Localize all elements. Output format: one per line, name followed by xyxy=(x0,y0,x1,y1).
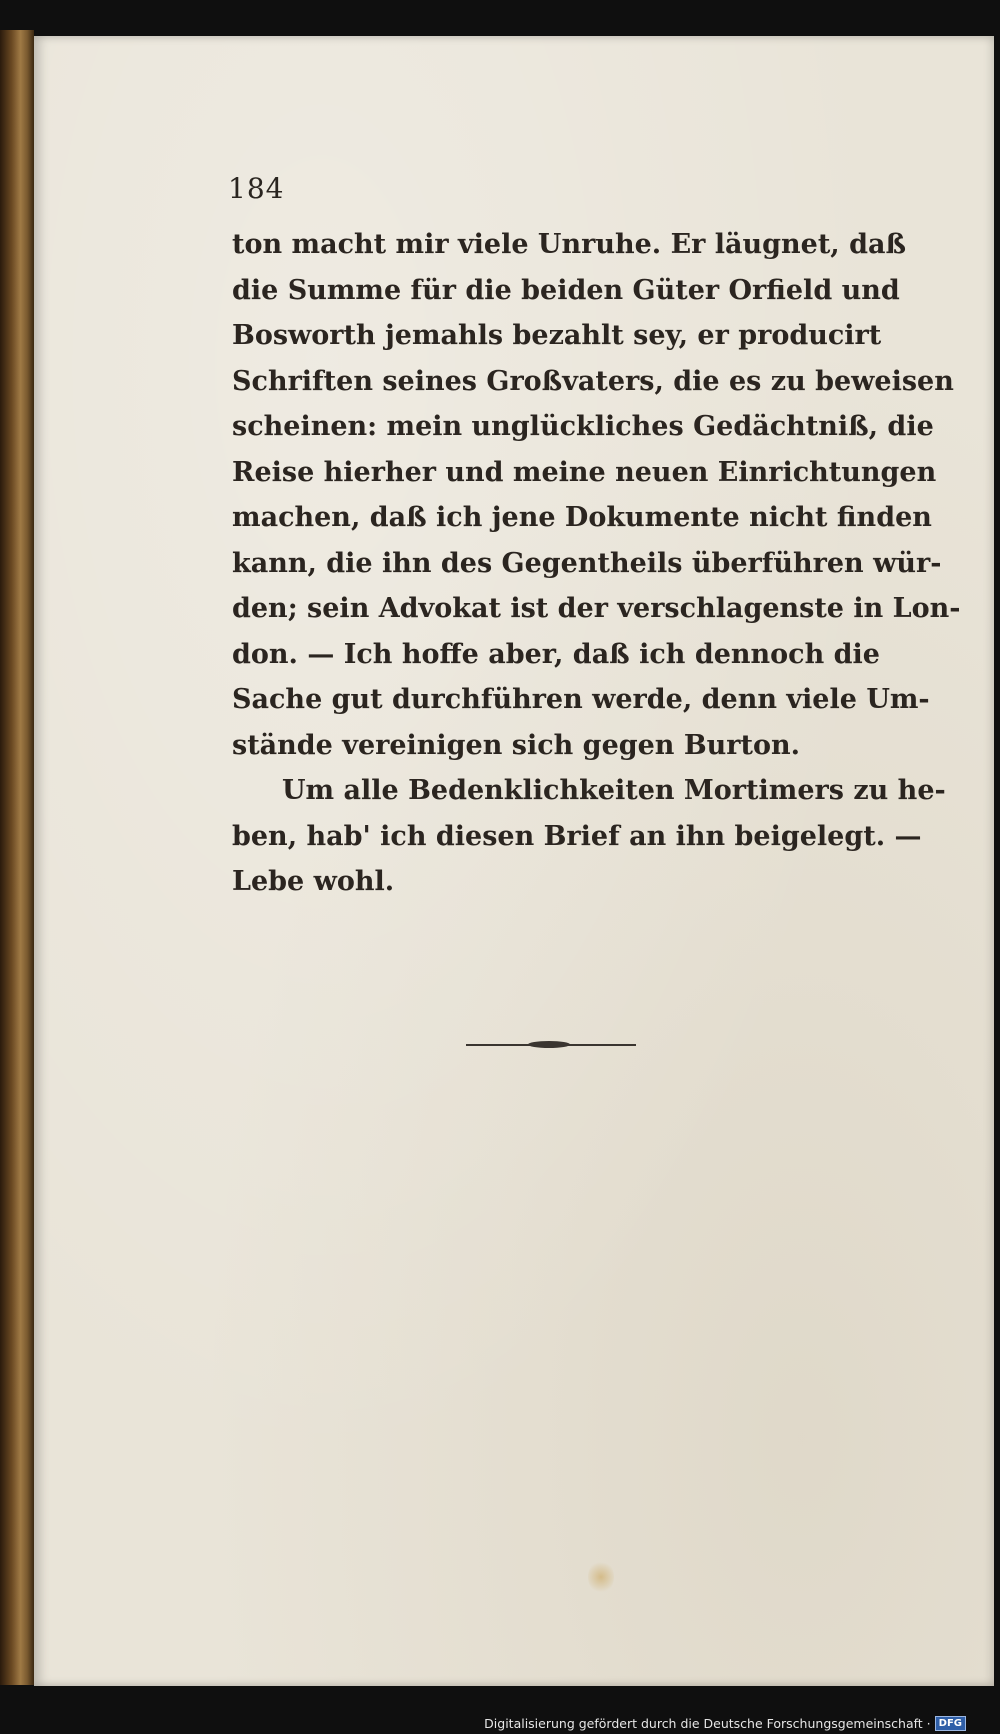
dfg-logo-icon: DFG xyxy=(935,1716,966,1731)
footer-credit-text: Digitalisierung gefördert durch die Deutsche Forschungsgemeinschaft · xyxy=(484,1716,931,1731)
text-line-paragraph-start: Um alle Bedenklichkeiten Mortimers zu he- xyxy=(282,775,946,806)
text-line: die Summe für die beiden Güter Orfield und xyxy=(232,274,900,306)
text-line: machen, daß ich jene Dokumente nicht finden xyxy=(232,502,932,533)
page-body-text xyxy=(232,222,961,905)
text-line: don. — Ich hoffe aber, daß ich dennoch die xyxy=(232,638,880,670)
text-line: ton macht mir viele Unruhe. Er läugnet, daß xyxy=(232,229,906,260)
text-line: scheinen: mein unglückliches Gedächtniß, die xyxy=(232,411,934,442)
ornamental-rule-divider xyxy=(466,1040,636,1050)
paper-stain xyxy=(588,1560,614,1594)
text-line: Lebe wohl. xyxy=(232,866,395,897)
text-line: Reise hierher und meine neuen Einrichtungen xyxy=(232,456,937,488)
text-line: ben, hab' ich diesen Brief an ihn beigelegt. — xyxy=(232,820,922,852)
digitization-footer xyxy=(484,1716,966,1731)
text-line: kann, die ihn des Gegentheils überführen wür- xyxy=(232,547,942,579)
book-spine-edge xyxy=(0,30,34,1685)
text-line: Schriften seines Großvaters, die es zu beweisen xyxy=(232,365,954,397)
divider-center-flourish xyxy=(528,1041,570,1048)
text-line: Bosworth jemahls bezahlt sey, er producirt xyxy=(232,320,882,351)
text-line: den; sein Advokat ist der verschlagenste in Lon- xyxy=(232,593,961,624)
page-number: 184 xyxy=(228,172,285,205)
text-line: stände vereinigen sich gegen Burton. xyxy=(232,729,801,761)
text-line: Sache gut durchführen werde, denn viele Um- xyxy=(232,684,930,715)
